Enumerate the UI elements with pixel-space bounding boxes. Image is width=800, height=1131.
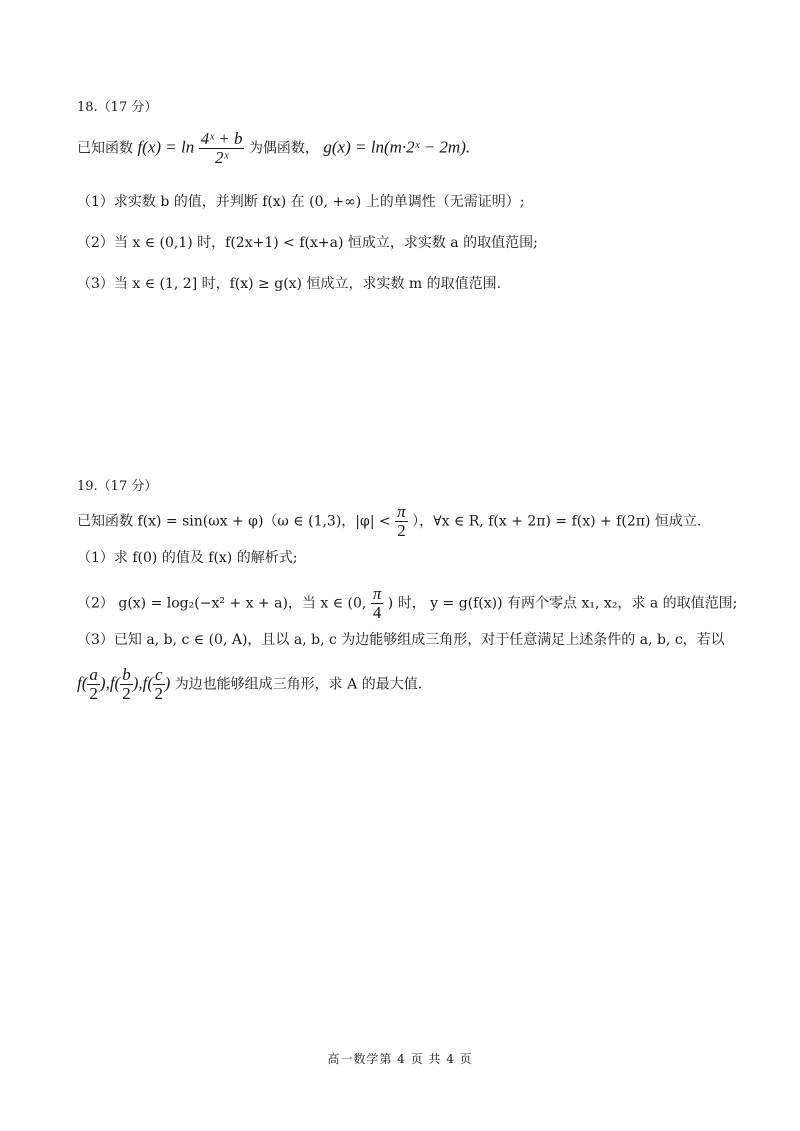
q19-frac-a — [87, 666, 100, 703]
q19-frac-a-num: a — [89, 665, 98, 684]
q19-pi-num: π — [397, 502, 406, 521]
q19-frac-c — [153, 666, 165, 703]
q19-part1: （1）求 f(0) 的值及 f(x) 的解析式; — [77, 550, 298, 566]
q18-fraction — [199, 130, 245, 167]
q19-frac-b-den: 2 — [122, 684, 131, 703]
q19-frac-a-den: 2 — [89, 684, 98, 703]
q19-intro-b: ），∀x ∈ R, f(x + 2π) = f(x) + f(2π) 恒成立. — [412, 513, 702, 530]
q19-part2 — [77, 585, 737, 622]
q18-part1: （1）求实数 b 的值，并判断 f(x) 在 (0, +∞) 上的单调性（无需证明）; — [77, 194, 525, 210]
q19-intro-a: 已知函数 f(x) = sin(ωx + φ)（ω ∈ (1,3)，|φ| < — [77, 513, 391, 530]
q19-heading: 19.（17 分） — [77, 479, 158, 494]
q18-intro — [77, 130, 470, 167]
q19-p2-pi-num: π — [372, 584, 382, 603]
page-footer: 高一数学第 4 页 共 4 页 — [327, 1052, 473, 1066]
q19-part2-b: ) 时， y = g(f(x)) 有两个零点 x₁, x₂，求 a 的取值范围; — [387, 595, 738, 612]
q19-p3-comma1: , — [105, 673, 110, 693]
q18-heading: 18.（17 分） — [77, 100, 158, 115]
q19-part2-a: （2） g(x) = log₂(−x² + x + a)，当 x ∈ (0, — [77, 595, 367, 612]
q19-part3-b: 为边也能够组成三角形，求 A 的最大值. — [174, 676, 423, 693]
q19-part3-a: （3）已知 a, b, c ∈ (0, A)，且以 a, b, c 为边能够组成三角形，对于任意满足上述条件的 a, b, c，若以 — [77, 632, 725, 648]
q19-frac-b-num: b — [122, 665, 131, 684]
q19-frac-c-den: 2 — [154, 684, 164, 703]
q19-p3-close1: ) — [99, 673, 106, 693]
q19-frac-c-num: c — [155, 665, 163, 684]
q18-intro-prefix: 已知函数 — [77, 140, 133, 157]
q18-frac-numerator: 4ˣ + b — [200, 129, 243, 148]
q18-frac-denominator: 2ˣ — [214, 148, 229, 167]
q18-part2: （2）当 x ∈ (0,1) 时，f(2x+1) < f(x+a) 恒成立，求实数 a 的取值范围; — [77, 235, 538, 251]
q19-pi-den: 2 — [397, 521, 406, 540]
q18-intro-mid: 为偶函数， — [248, 140, 319, 157]
q18-g-def: g(x) = ln(m·2ˣ − 2m). — [323, 137, 471, 157]
q19-p3-close2: ) — [132, 673, 139, 693]
q19-p3-f3: f( — [142, 673, 154, 693]
q19-pi-over-4 — [371, 585, 384, 622]
q19-pi-over-2 — [395, 503, 408, 540]
q19-p3-f1: f( — [77, 673, 88, 693]
q19-p2-pi-den: 4 — [372, 603, 382, 622]
q19-intro — [77, 503, 701, 540]
q18-part3: （3）当 x ∈ (1, 2] 时，f(x) ≥ g(x) 恒成立，求实数 m 的取值范围. — [77, 276, 502, 292]
q19-frac-b — [120, 666, 133, 703]
q19-part3-line2 — [77, 666, 422, 703]
q19-p3-close3: ) — [164, 673, 171, 693]
q18-f-def: f(x) = ln — [137, 137, 195, 157]
q19-p3-comma2: , — [138, 673, 143, 693]
q19-p3-f2: f( — [109, 673, 121, 693]
